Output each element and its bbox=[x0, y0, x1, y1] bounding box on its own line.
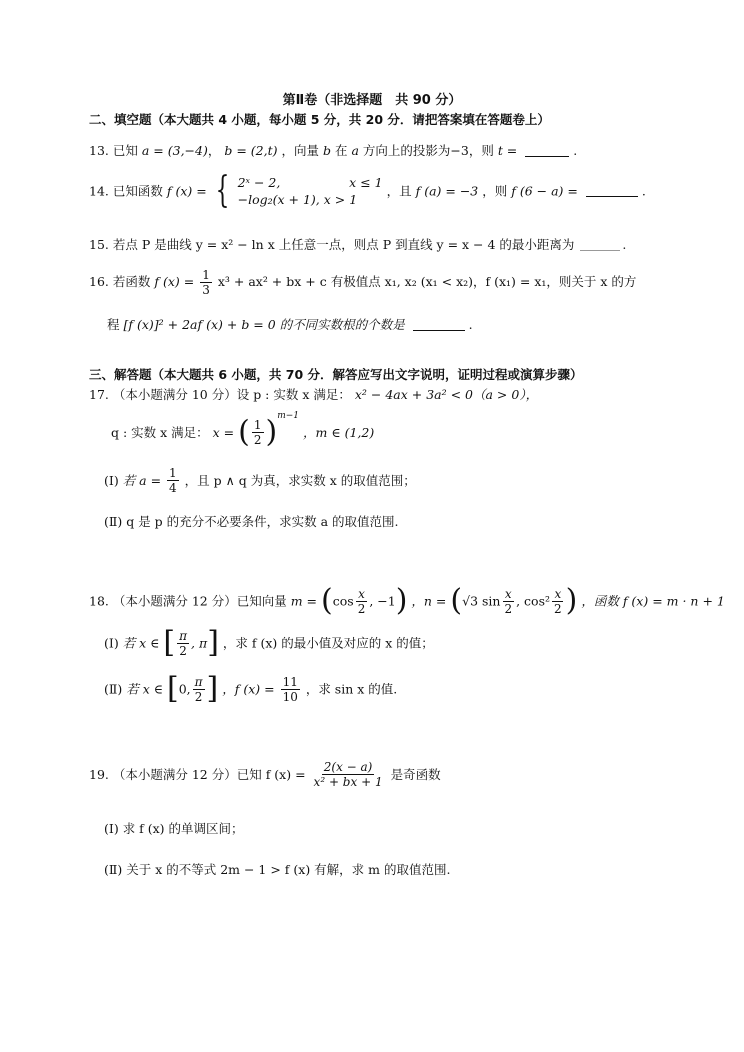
q14-row1-left: 2ˣ − 2, bbox=[237, 175, 281, 190]
q17-q-line bbox=[111, 411, 375, 450]
q16-rest: x³ + ax² + bx + c 有极值点 x₁, x₂ (x₁ < x₂)，f (x₁) = x₁，则关于 x 的方 bbox=[217, 274, 637, 289]
q18-part2-left-bracket: [ bbox=[166, 671, 179, 706]
q19-part1-label: (Ⅰ) bbox=[104, 821, 119, 836]
q14-end: . bbox=[641, 183, 646, 199]
page-title: 第Ⅱ卷（非选择题 共 90 分） bbox=[282, 93, 462, 108]
q17-lead: （本小题满分 10 分）设 p : 实数 x 满足： bbox=[112, 387, 351, 402]
q16-end: . bbox=[468, 317, 473, 332]
q16-answer-blank[interactable] bbox=[413, 318, 465, 331]
q15-answer-blank[interactable] bbox=[580, 238, 620, 251]
q16-line2-lead: 程 bbox=[107, 317, 120, 332]
q14-f6a: f (6 − a) = bbox=[511, 183, 578, 199]
q18-lead: （本小题满分 12 分）已知向量 bbox=[112, 593, 287, 609]
q18-part-2 bbox=[104, 671, 398, 706]
q17-part1-rest: ，且 p ∧ q 为真，求实数 x 的取值范围； bbox=[184, 473, 416, 488]
q19-function-fraction: $\frac{2(x - a)}{\text{x² + bx + 1}}$ bbox=[313, 760, 383, 789]
q18-n-right-paren: ) bbox=[565, 583, 578, 618]
q13-a: a bbox=[351, 143, 359, 158]
q18-part2-frac: $\frac{\pi}{2}$ bbox=[194, 674, 203, 704]
q17-exponent: m−1 bbox=[277, 411, 300, 421]
q19-part-2 bbox=[104, 862, 450, 877]
q17-q-eq: x = bbox=[212, 425, 235, 440]
q13-mid: ，向量 bbox=[281, 143, 319, 158]
q18-part1-range-tail: , π bbox=[191, 635, 208, 651]
q19-part2-label: (Ⅱ) bbox=[104, 862, 123, 877]
q18-part1-label: (Ⅰ) bbox=[104, 635, 119, 651]
q18-n-frac-2: $\frac{x}{2}$ bbox=[554, 586, 562, 616]
q18-part1-rest: ，求 f (x) 的最小值及对应的 x 的值； bbox=[222, 635, 434, 651]
q15-number: 15. bbox=[89, 237, 109, 252]
q13-projection: 方向上的投影为−3，则 bbox=[362, 143, 494, 158]
q18-m-frac: $\frac{x}{2}$ bbox=[357, 586, 366, 616]
question-14 bbox=[89, 170, 646, 211]
q18-part2-label: (Ⅱ) bbox=[104, 681, 123, 697]
section-2-heading: 二、填空题（本大题共 4 小题，每小题 5 分，共 20 分．请把答案填在答题卷上） bbox=[89, 112, 550, 127]
q17-left-paren: ( bbox=[238, 414, 250, 450]
q18-part1-right-bracket: ] bbox=[207, 625, 219, 660]
q18-n-left-paren: ( bbox=[450, 583, 463, 618]
q14-fx: f (x) = bbox=[166, 183, 207, 199]
q18-part2-value: $\frac{11}{10}$ bbox=[282, 674, 298, 704]
q14-lead: 已知函数 bbox=[112, 183, 163, 199]
q18-part2-zero: 0, bbox=[178, 681, 191, 697]
q13-t: t = bbox=[497, 143, 518, 158]
q13-on: 在 bbox=[334, 143, 348, 158]
q13-a-vector: a = (3,−4) bbox=[141, 143, 208, 158]
q16-lead: 若函数 bbox=[112, 274, 151, 289]
question-17 bbox=[89, 387, 538, 402]
q17-part-2 bbox=[104, 514, 399, 529]
q14-answer-blank[interactable] bbox=[586, 184, 638, 197]
q13-answer-blank[interactable] bbox=[525, 144, 569, 157]
q18-cos2: , cos² bbox=[516, 593, 551, 609]
q17-half: $\frac{1}{2}$ bbox=[253, 418, 262, 447]
q17-number: 17. bbox=[89, 387, 109, 402]
q19-number: 19. bbox=[89, 767, 109, 782]
q18-part-1 bbox=[104, 625, 434, 660]
q17-inequality: x² − 4ax + 3a² < 0（a > 0）， bbox=[354, 387, 539, 402]
q18-m-tail: , −1 bbox=[369, 593, 396, 609]
q14-fa: f (a) = −3 bbox=[415, 183, 479, 199]
question-18 bbox=[89, 583, 725, 618]
question-13: 13. 已知 a = (3,−4)， b = (2,t) ，向量 b 在 a 方向上的投影为−3，则 t = . bbox=[89, 143, 578, 158]
q18-part2-mid: ，f (x) = bbox=[222, 681, 275, 697]
question-16 bbox=[89, 268, 636, 297]
q18-n-frac-1: $\frac{x}{2}$ bbox=[504, 586, 513, 616]
q13-end: . bbox=[573, 143, 578, 158]
q17-part2-rest: q 是 p 的充分不必要条件，求实数 a 的取值范围. bbox=[126, 514, 399, 529]
q19-lead: （本小题满分 12 分）已知 f (x) = bbox=[112, 767, 306, 782]
q17-q-lead: q : 实数 x 满足： bbox=[111, 425, 209, 440]
q16-fx: f (x) = bbox=[154, 274, 195, 289]
q18-m-vector: m = bbox=[290, 593, 318, 609]
q19-part1-rest: 求 f (x) 的单调区间； bbox=[122, 821, 244, 836]
q18-part1-frac: $\frac{\pi}{2}$ bbox=[179, 628, 188, 658]
q19-part-1 bbox=[104, 821, 244, 836]
q13-b: b bbox=[322, 143, 331, 158]
q16-fraction: $\frac{1}{3}$ bbox=[202, 268, 210, 297]
q14-piecewise bbox=[238, 174, 383, 208]
q18-part1-lead: 若 x ∈ bbox=[122, 635, 160, 651]
q17-part1-a: 若 a = bbox=[122, 473, 162, 488]
question-16-line-2 bbox=[107, 317, 473, 332]
q14-number: 14. bbox=[89, 183, 109, 199]
q17-quarter: $\frac{1}{4}$ bbox=[169, 466, 177, 495]
question-19 bbox=[89, 760, 441, 789]
q18-number: 18. bbox=[89, 593, 109, 609]
q18-part2-rest: ，求 sin x 的值. bbox=[305, 681, 398, 697]
q13-text: 已知 bbox=[112, 143, 138, 158]
q14-then: ，则 bbox=[482, 183, 508, 199]
q18-m-left-paren: ( bbox=[321, 583, 333, 618]
q16-equation: [f (x)]² + 2af (x) + b = 0 的不同实数根的个数是 bbox=[123, 317, 405, 332]
q18-sqrt3sin: √3 sin bbox=[462, 593, 501, 609]
q18-m-right-paren: ) bbox=[395, 583, 408, 618]
q16-number: 16. bbox=[89, 274, 109, 289]
q17-q-tail: ，m ∈ (1,2) bbox=[303, 425, 375, 440]
q14-brace: { bbox=[215, 170, 230, 211]
q18-part2-right-bracket: ] bbox=[206, 671, 219, 706]
q17-part-1 bbox=[104, 466, 416, 495]
section-3-heading: 三、解答题（本大题共 6 小题，共 70 分．解答应写出文字说明，证明过程或演算步骤） bbox=[89, 367, 583, 382]
q18-part1-left-bracket: [ bbox=[163, 625, 176, 660]
q18-function: ，函数 f (x) = m · n + 1 bbox=[581, 593, 725, 609]
q13-number: 13. bbox=[89, 143, 109, 158]
q15-text: 若点 P 是曲线 y = x² − ln x 上任意一点，则点 P 到直线 y = x − 4 的最小距离为 bbox=[112, 237, 575, 252]
q18-part2-lead: 若 x ∈ bbox=[126, 681, 163, 697]
q15-end: . bbox=[622, 237, 627, 252]
q13-b-vector: b = (2,t) bbox=[224, 143, 278, 158]
q18-n-vector: ，n = bbox=[411, 593, 447, 609]
q14-row1-right: x ≤ 1 bbox=[349, 175, 383, 190]
q17-part1-label: (Ⅰ) bbox=[104, 473, 119, 488]
q14-row2: −log₂(x + 1), x > 1 bbox=[237, 192, 358, 207]
q18-cos: cos bbox=[332, 593, 354, 609]
q14-mid: ，且 bbox=[386, 183, 412, 199]
q19-part2-rest: 关于 x 的不等式 2m − 1 > f (x) 有解，求 m 的取值范围. bbox=[126, 862, 451, 877]
q17-part2-label: (Ⅱ) bbox=[104, 514, 123, 529]
q19-tail: 是奇函数 bbox=[390, 767, 441, 782]
question-15 bbox=[89, 237, 626, 252]
q17-right-paren: ) bbox=[265, 414, 278, 450]
